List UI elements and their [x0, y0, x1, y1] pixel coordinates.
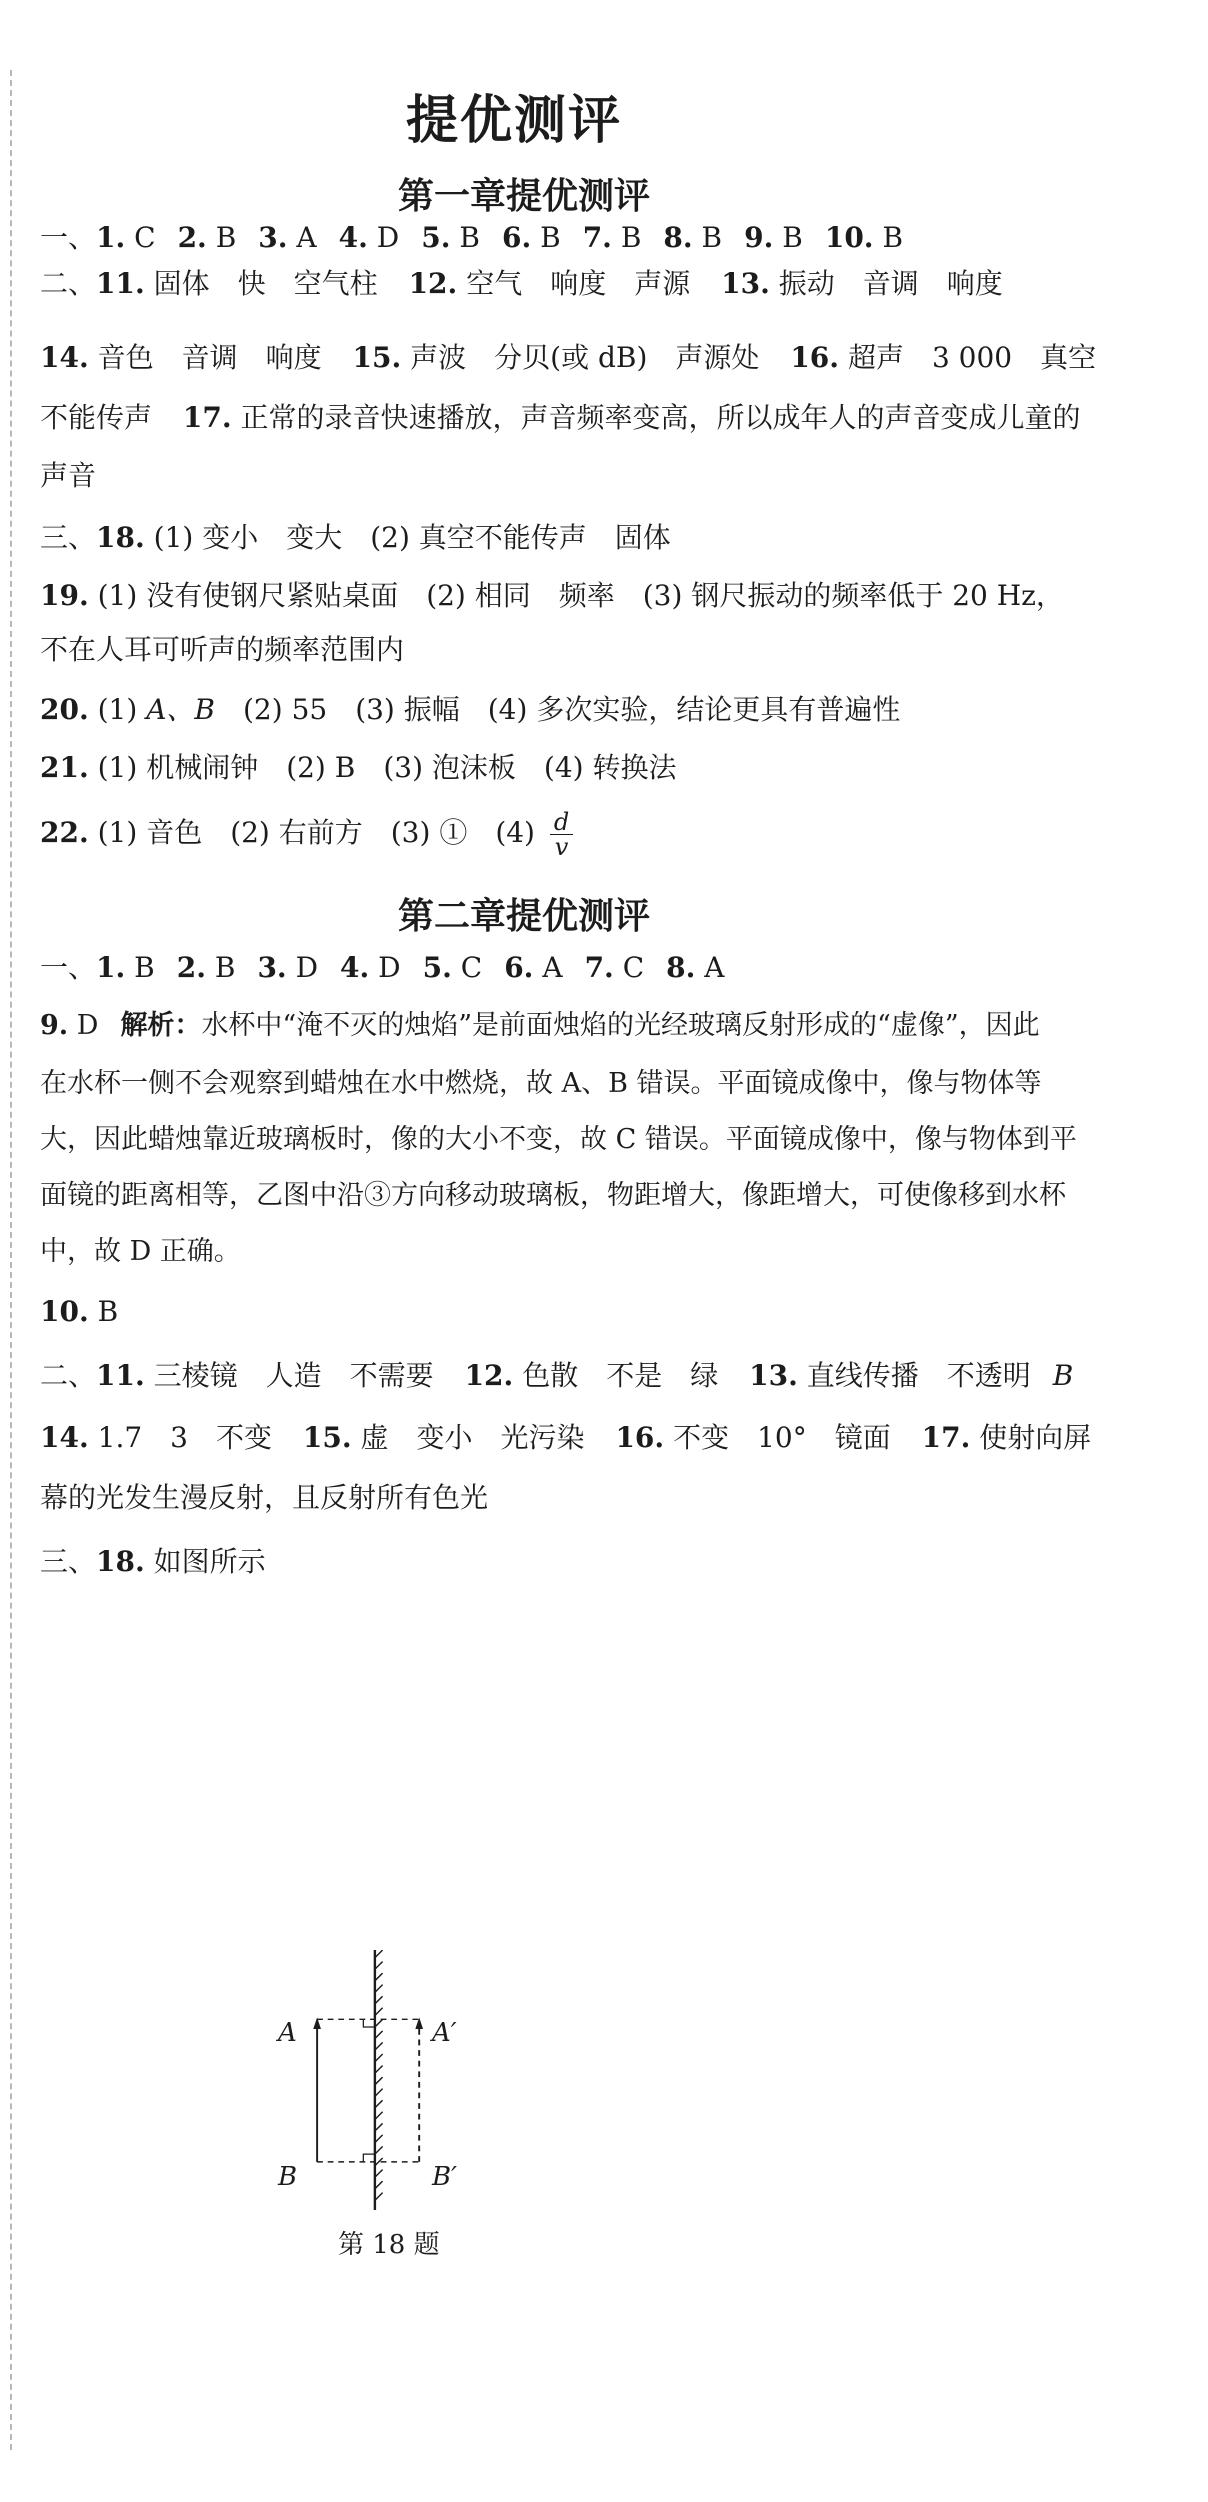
ch2-fill-row-1: 二、11. 三棱镜 人造 不需要 12. 色散 不是 绿 13. 直线传播 不透明 B [40, 1359, 1074, 1392]
ch1-q19: 19. (1) 没有使钢尺紧贴桌面 (2) 相同 频率 (3) 钢尺振动的频率低于 20 Hz， [40, 579, 1064, 612]
answer-letter: C [613, 951, 645, 984]
answer-letter: B [873, 221, 904, 254]
label-A-prime: A′ [432, 2018, 457, 2048]
answer-letter: B [450, 221, 480, 254]
ch2-mc-answer-7 [585, 951, 645, 984]
ch2-mc-answer-5 [423, 951, 483, 984]
question-number: 3. [258, 221, 288, 254]
ch1-mc-answer-3 [258, 221, 316, 254]
question-number: 7. [582, 221, 612, 254]
ch1-fill-row-3: 不能传声 17. 正常的录音快速播放，声音频率变高，所以成年人的声音变成儿童的 [40, 401, 1081, 434]
answer-letter: D [369, 951, 401, 984]
chapter2-title: 第二章提优测评 [397, 895, 650, 937]
ch1-mc-answer-2 [178, 221, 237, 254]
ch2-mc-answer-3 [257, 951, 318, 984]
ch1-fill-row-1: 二、11. 固体 快 空气柱 12. 空气 响度 声源 13. 振动 音调 响度 [40, 267, 1003, 300]
answer-letter: B [206, 221, 237, 254]
label-B: B [278, 2162, 298, 2192]
label-A: A [278, 2018, 297, 2048]
ch2-mc-answer-8 [666, 951, 724, 984]
ch1-fill-row-2: 14. 音色 音调 响度 15. 声波 分贝(或 dB) 声源处 16. 超声 3 000 真空 [40, 341, 1097, 374]
ch2-fill-row-2: 14. 1.7 3 不变 15. 虚 变小 光污染 16. 不变 10° 镜面 17. 使射向屏 [40, 1421, 1092, 1454]
question-number: 3. [257, 951, 287, 984]
ch1-q18: 三、18. (1) 变小 变大 (2) 真空不能传声 固体 [40, 521, 671, 554]
ch2-q10: 10. B [40, 1295, 119, 1328]
question-number: 8. [666, 951, 696, 984]
answer-letter: B [773, 221, 803, 254]
ch2-mc-answer-2 [177, 951, 236, 984]
question-number: 6. [501, 221, 532, 254]
ch1-mc-answer-9 [744, 221, 803, 254]
question-number: 7. [584, 951, 614, 984]
ch2-fill-row-3: 幕的光发生漫反射，且反射所有色光 [40, 1481, 489, 1514]
answer-letter: C [451, 951, 483, 984]
ch1-q21: 21. (1) 机械闹钟 (2) B (3) 泡沫板 (4) 转换法 [40, 751, 677, 784]
question-number: 8. [663, 221, 693, 254]
answer-letter: A [287, 221, 317, 254]
ch1-mc-answer-4 [339, 221, 400, 254]
ch1-q22: 22. (1) 音色 (2) 右前方 (3) ① (4) $\frac{d}{v}$ [40, 810, 1170, 859]
answer-letter: D [367, 221, 400, 254]
question-number: 2. [177, 221, 207, 254]
answer-letter: C [125, 221, 156, 254]
answer-letter: A [695, 951, 725, 984]
answer-letter: B [611, 221, 642, 254]
chapter1-title: 第一章提优测评 [397, 175, 650, 217]
right-angle-bottom [363, 2154, 375, 2162]
question-number: 4. [340, 951, 370, 984]
fold-line [10, 70, 12, 2450]
question-number: 1. [96, 951, 126, 984]
answer-letter: B [531, 221, 561, 254]
ch1-mc-answer-10 [825, 221, 903, 254]
ch2-q9-line3: 大，因此蜡烛靠近玻璃板时，像的大小不变，故 C 错误。平面镜成像中，像与物体到平 [40, 1124, 1077, 1155]
ch1-mc-answer-1 [96, 221, 156, 254]
ch2-q9-line4: 面镜的距离相等，乙图中沿③方向移动玻璃板，物距增大，像距增大，可使像移到水杯 [40, 1180, 1066, 1211]
question-number: 9. [744, 221, 774, 254]
ch2-mc-row: 一、1. B 2. B 3. D 4. D 5. C 6. A 7. C 8. A [40, 951, 725, 984]
ch2-q9-line5: 中，故 D 正确。 [40, 1236, 241, 1267]
answer-letter: D [286, 951, 319, 984]
question-number: 10. [824, 221, 874, 254]
ch1-fill-row-4: 声音 [40, 459, 97, 492]
ch2-q9: 9. D 解析：水杯中“淹不灭的烛焰”是前面烛焰的光经玻璃反射形成的“虚像”，因此 [40, 1010, 1040, 1041]
answer-letter: B [205, 951, 236, 984]
question-number: 1. [96, 221, 126, 254]
answer-letter: A [533, 951, 563, 984]
ch2-q18: 三、18. 如图所示 [40, 1545, 266, 1578]
ch2-mc-answer-4 [340, 951, 401, 984]
main-title: 提优测评 [405, 90, 622, 151]
ch2-mc-answer-1 [96, 951, 155, 984]
ch1-mc-answer-6 [502, 221, 561, 254]
question-number: 2. [176, 951, 206, 984]
ch2-mc-answer-6 [504, 951, 562, 984]
question-number: 4. [338, 221, 368, 254]
figure-caption: 第 18 题 [338, 2230, 440, 2260]
question-number: 5. [421, 221, 451, 254]
question-number: 5. [422, 951, 452, 984]
right-angle-top [363, 2019, 375, 2027]
answer-letter: B [692, 221, 723, 254]
question-number: 6. [504, 951, 534, 984]
label-B-prime: B′ [432, 2162, 458, 2192]
ch1-mc-answer-5 [421, 221, 480, 254]
ch1-q20: 20. (1) A、B (2) 55 (3) 振幅 (4) 多次实验，结论更具有普遍性 [40, 693, 901, 726]
ch1-mc-answer-8 [663, 221, 722, 254]
ch1-q19-cont: 不在人耳可听声的频率范围内 [40, 633, 405, 666]
answer-letter: B [125, 951, 155, 984]
fraction-d-over-v: $\frac{d}{v}$ [550, 810, 573, 859]
ch1-mc-answer-7 [583, 221, 642, 254]
ch1-mc-row: 一、1. C 2. B 3. A 4. D 5. B 6. B 7. B 8. B 9. B 10. B [40, 221, 904, 254]
ch2-q9-line2: 在水杯一侧不会观察到蜡烛在水中燃烧，故 A、B 错误。平面镜成像中，像与物体等 [40, 1068, 1042, 1099]
